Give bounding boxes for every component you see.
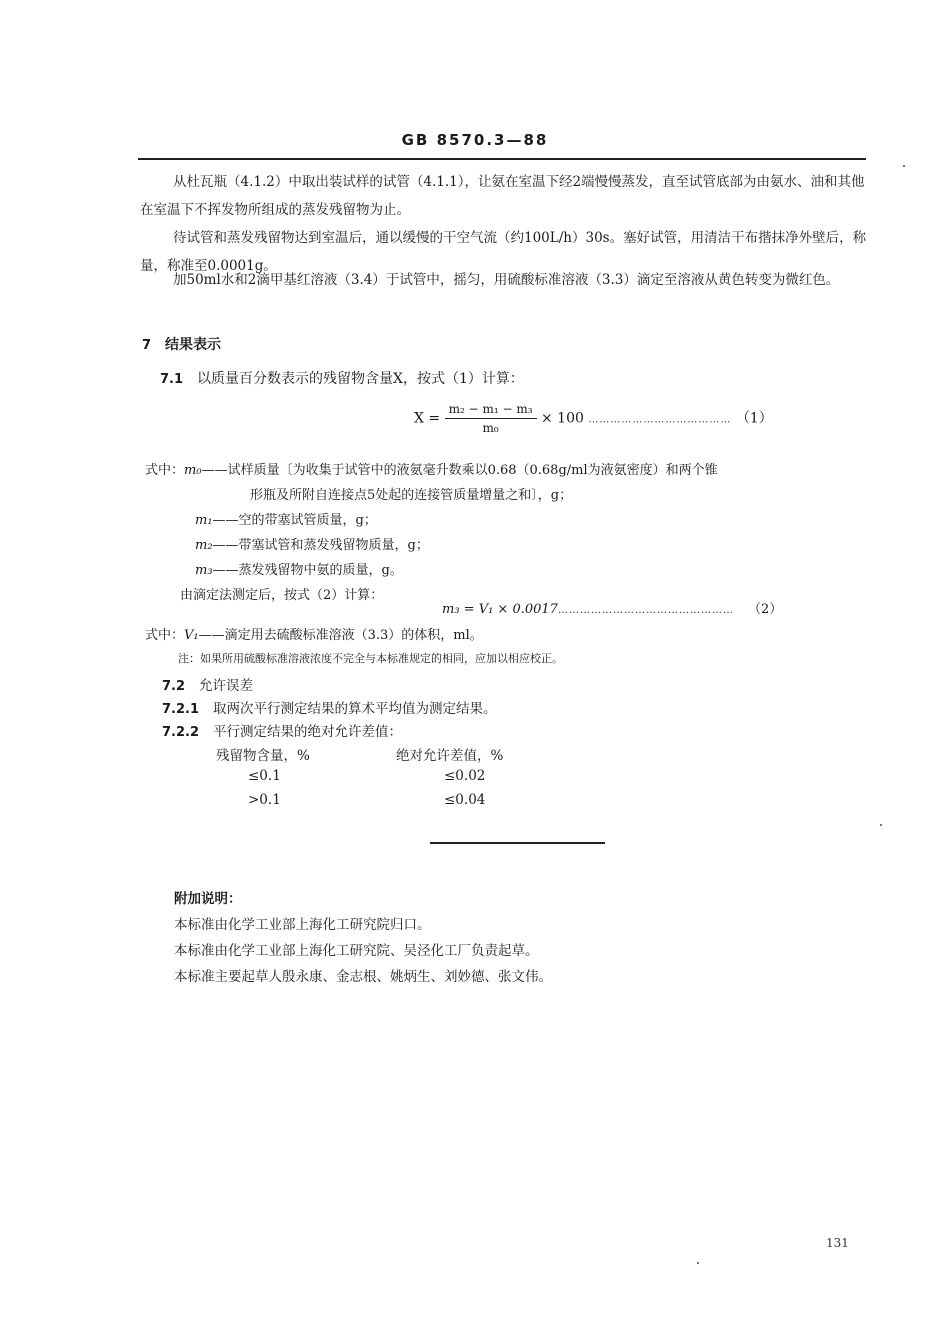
formula-1-lhs: X =: [414, 410, 441, 427]
formula-2-dots: …………………………………………: [557, 605, 734, 616]
symbol-m0: m₀: [184, 463, 202, 478]
formula-1-numerator: m₂ − m₁ − m₃: [445, 402, 537, 419]
formula-2-intro: 由滴定法测定后，按式（2）计算：: [180, 588, 384, 603]
section-7-1: [160, 368, 524, 388]
formula-1-dots: …………………………………: [588, 414, 732, 426]
tolerance-row-2-content: >0.1: [248, 792, 281, 808]
symbol-m1: m₁: [195, 513, 213, 528]
legend-m0-continuation: 形瓶及所附自连接点5处起的连接管质量增量之和〕，g；: [250, 488, 573, 503]
standard-code-header: GB 8570.3—88: [401, 131, 549, 149]
tolerance-table-header-2: 绝对允许差值，%: [396, 748, 504, 764]
section-7-2-text: 允许误差: [199, 678, 254, 694]
tolerance-row-1-tolerance: ≤0.02: [444, 768, 486, 784]
section-7-2-1: [162, 697, 497, 717]
symbol-v1: V₁: [184, 628, 199, 643]
tolerance-table-header-1: 残留物含量，%: [216, 748, 310, 764]
appendix-line-3: 本标准主要起草人殷永康、金志根、姚炳生、刘妙德、张文伟。: [174, 969, 552, 985]
paragraph-drying-weighing: 待试管和蒸发残留物达到室温后，通以缓慢的干空气流（约100L/h）30s。塞好试管，用清洁干布揩抹净外壁后，称量，称准至0.0001g。: [140, 230, 867, 274]
legend-m3-text: ——蒸发残留物中氨的质量，g。: [212, 563, 403, 578]
note-correction: 注：如果所用硫酸标准溶液浓度不完全与本标准规定的相同，应加以相应校正。: [178, 652, 563, 665]
legend-m2-text: ——带塞试管和蒸发残留物质量，g；: [212, 538, 429, 553]
formula-1-fraction: [445, 402, 537, 435]
section-7-2-2: [162, 720, 402, 740]
section-7-2-2-text: 平行测定结果的绝对允许差值：: [213, 724, 403, 740]
formula-1-denominator: m₀: [482, 421, 499, 435]
formula-2: [442, 598, 782, 617]
section-7-number: 7: [142, 338, 152, 353]
legend-1: [145, 458, 875, 608]
legend-m1: [145, 508, 875, 533]
legend-m3: [145, 558, 875, 583]
formula-2-expression: m₃ = V₁ × 0.0017: [442, 602, 558, 617]
legend-m0-text: ——试样质量〔为收集于试管中的液氨毫升数乘以0.68（0.68g/ml为液氨密度）和两个锥: [201, 463, 718, 478]
section-7-2-1-number: 7.2.1: [162, 702, 200, 717]
legend-m2: [145, 533, 875, 558]
appendix: [174, 886, 904, 990]
end-rule: [430, 842, 605, 844]
appendix-title: 附加说明：: [174, 891, 242, 907]
section-7-2-1-text: 取两次平行测定结果的算术平均值为测定结果。: [213, 701, 497, 717]
tolerance-row-2-tolerance: ≤0.04: [444, 792, 486, 808]
legend-m1-text: ——空的带塞试管质量，g；: [212, 513, 377, 528]
appendix-line-1: 本标准由化学工业部上海化工研究院归口。: [174, 917, 431, 933]
page-number: 131: [826, 1236, 849, 1250]
scan-speck: [880, 824, 882, 826]
header-rule: [138, 158, 866, 160]
appendix-line-2: 本标准由化学工业部上海化工研究院、吴泾化工厂负责起草。: [174, 943, 539, 959]
paragraph-titration: 加50ml水和2滴甲基红溶液（3.4）于试管中，摇匀，用硫酸标准溶液（3.3）滴定至溶液从黄色转变为微红色。: [173, 272, 840, 288]
legend-m0: [145, 458, 875, 483]
legend-v1-text: ——滴定用去硫酸标准溶液（3.3）的体积，ml。: [198, 628, 483, 643]
paragraph-evaporation: 从杜瓦瓶（4.1.2）中取出装试样的试管（4.1.1），让氨在室温下经2端慢慢蒸发，直至试管底部为由氨水、油和其他在室温下不挥发物所组成的蒸发残留物为止。: [140, 174, 865, 218]
scan-speck: [697, 1262, 699, 1264]
formula-1-label: （1）: [735, 410, 773, 427]
section-7-2-number: 7.2: [162, 679, 186, 694]
section-7-1-number: 7.1: [160, 372, 184, 387]
section-7-1-text: 以质量百分数表示的残留物含量X，按式（1）计算：: [197, 371, 524, 387]
formula-1: [414, 402, 773, 435]
formula-2-label: （2）: [747, 602, 783, 617]
formula-1-tail: × 100: [541, 410, 584, 427]
section-7-2-2-number: 7.2.2: [162, 725, 200, 740]
symbol-m3: m₃: [195, 563, 213, 578]
legend-2-prefix: 式中：: [145, 628, 185, 643]
section-7-heading: [142, 334, 221, 354]
tolerance-row-1-content: ≤0.1: [248, 768, 281, 784]
scan-speck: [903, 165, 905, 167]
legend-2: [145, 622, 875, 650]
symbol-m2: m₂: [195, 538, 213, 553]
legend-1-prefix: 式中：: [145, 463, 185, 478]
section-7-title: 结果表示: [165, 337, 222, 353]
section-7-2: [162, 674, 253, 694]
